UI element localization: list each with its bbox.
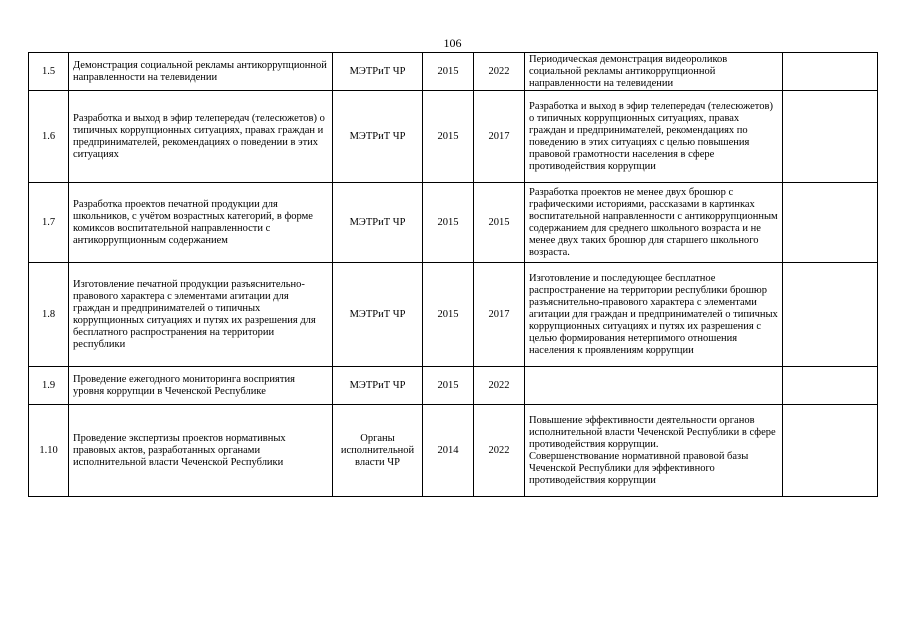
executor-cell: МЭТРиТ ЧР — [333, 53, 423, 91]
end-year: 2017 — [474, 91, 525, 183]
expected-result: Периодическая демонстрация видеороликов социальной рекламы антикоррупционной направленности на телевидении — [525, 53, 783, 91]
table-row — [29, 263, 878, 367]
row-number: 1.10 — [29, 405, 69, 497]
expected-result: Изготовление и последующее бесплатное распространение на территории республики брошюр разъяснительно-правового характера с элементами агитации для граждан и предпринимателей о типичных коррупционных ситуациях и путях их разрешения с целью формирования нетерпимого отношения населения к проявлениям коррупции — [525, 263, 783, 367]
expected-result: Разработка проектов не менее двух брошюр с графическими историями, рассказами в картинках воспитательной направленности с антикоррупционным содержанием для среднего школьного возраста и не менее двух таких брошюр для старшего школьного возраста. — [525, 183, 783, 263]
executor-cell: Органы исполнительной власти ЧР — [333, 405, 423, 497]
start-year: 2015 — [423, 367, 474, 405]
table-row — [29, 183, 878, 263]
end-year: 2022 — [474, 405, 525, 497]
expected-result — [525, 367, 783, 405]
table-row — [29, 91, 878, 183]
extra-cell — [783, 91, 878, 183]
measure-title: Проведение экспертизы проектов нормативных правовых актов, разработанных органами исполнительной власти Чеченской Республики — [69, 405, 333, 497]
row-number: 1.7 — [29, 183, 69, 263]
row-number: 1.8 — [29, 263, 69, 367]
measure-title: Разработка проектов печатной продукции для школьников, с учётом возрастных категорий, в форме комиксов воспитательной направленности с антикоррупционным содержанием — [69, 183, 333, 263]
extra-cell — [783, 405, 878, 497]
measures-table — [28, 52, 878, 497]
executor-cell: МЭТРиТ ЧР — [333, 263, 423, 367]
executor-cell: МЭТРиТ ЧР — [333, 183, 423, 263]
measure-title: Разработка и выход в эфир телепередач (телесюжетов) о типичных коррупционных ситуациях, правах граждан и предпринимателей, рекомендациях о поведении в этих ситуациях — [69, 91, 333, 183]
row-number: 1.9 — [29, 367, 69, 405]
row-number: 1.5 — [29, 53, 69, 91]
extra-cell — [783, 263, 878, 367]
start-year: 2015 — [423, 183, 474, 263]
table-row — [29, 367, 878, 405]
page-number: 106 — [443, 36, 462, 50]
table-row — [29, 53, 878, 91]
executor-cell: МЭТРиТ ЧР — [333, 367, 423, 405]
start-year: 2015 — [423, 91, 474, 183]
expected-result: Разработка и выход в эфир телепередач (телесюжетов) о типичных коррупционных ситуациях, правах граждан и предпринимателей, рекомендациях по поведению в этих ситуациях с целью повышения правовой грамотности населения в сфере противодействия коррупции — [525, 91, 783, 183]
end-year: 2017 — [474, 263, 525, 367]
end-year: 2022 — [474, 367, 525, 405]
end-year: 2015 — [474, 183, 525, 263]
extra-cell — [783, 183, 878, 263]
extra-cell — [783, 53, 878, 91]
row-number: 1.6 — [29, 91, 69, 183]
measure-title: Изготовление печатной продукции разъяснительно-правового характера с элементами агитации для граждан и предпринимателей о типичных коррупционных ситуациях и путях их разрешения для бесплатного распространения на территории республики — [69, 263, 333, 367]
measure-title: Проведение ежегодного мониторинга восприятия уровня коррупции в Чеченской Республике — [69, 367, 333, 405]
start-year: 2015 — [423, 53, 474, 91]
extra-cell — [783, 367, 878, 405]
expected-result: Повышение эффективности деятельности органов исполнительной власти Чеченской Республики в сфере противодействия коррупции. Совершенствование нормативной правовой базы Чеченской Республики для эффективного противодействия коррупции — [525, 405, 783, 497]
table-row — [29, 405, 878, 497]
start-year: 2014 — [423, 405, 474, 497]
start-year: 2015 — [423, 263, 474, 367]
measure-title: Демонстрация социальной рекламы антикоррупционной направленности на телевидении — [69, 53, 333, 91]
executor-cell: МЭТРиТ ЧР — [333, 91, 423, 183]
end-year: 2022 — [474, 53, 525, 91]
